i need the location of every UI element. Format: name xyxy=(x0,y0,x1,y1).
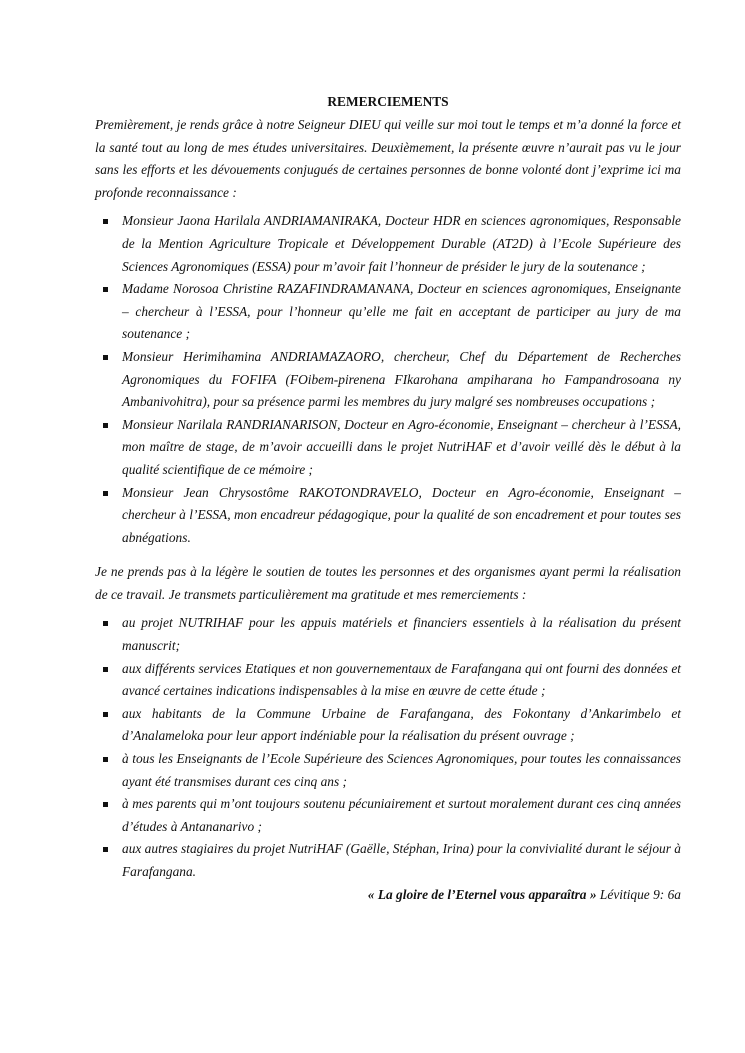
page-title: REMERCIEMENTS xyxy=(327,94,449,109)
list-item: aux habitants de la Commune Urbaine de Farafangana, des Fokontany d’Ankarimbelo et d’Analameloka pour leur apport indéniable pour la réalisation du présent ouvrage ; xyxy=(95,703,681,748)
square-bullet-icon xyxy=(103,802,108,807)
list-item: au projet NUTRIHAF pour les appuis matériels et financiers essentiels à la réalisation du présent manuscrit; xyxy=(95,612,681,657)
list-item: à mes parents qui m’ont toujours soutenu pécuniairement et surtout moralement durant ces cinq années d’études à Antananarivo ; xyxy=(95,793,681,838)
quote-text: « La gloire de l’Eternel vous apparaîtra » xyxy=(367,886,597,902)
list-item: Monsieur Narilala RANDRIANARISON, Docteur en Agro-économie, Enseignant – chercheur à l’ESSA, mon maître de stage, de m’avoir accueilli dans le projet NutriHAF et d’avoir veillé dès le début à la qualité scientifique de ce mémoire ; xyxy=(95,414,681,482)
closing-quote xyxy=(95,884,681,907)
square-bullet-icon xyxy=(103,219,108,224)
second-paragraph: Je ne prends pas à la légère le soutien de toutes les personnes et des organismes ayant permi la réalisation de ce travail. Je transmets particulièrement ma gratitude et mes remerciements : xyxy=(95,564,681,602)
thanks-list xyxy=(95,612,681,883)
square-bullet-icon xyxy=(103,355,108,360)
square-bullet-icon xyxy=(103,621,108,626)
square-bullet-icon xyxy=(103,847,108,852)
square-bullet-icon xyxy=(103,712,108,717)
list-item: aux autres stagiaires du projet NutriHAF (Gaëlle, Stéphan, Irina) pour la convivialité durant le séjour à Farafangana. xyxy=(95,838,681,883)
square-bullet-icon xyxy=(103,667,108,672)
list-item: Monsieur Jean Chrysostôme RAKOTONDRAVELO, Docteur en Agro-économie, Enseignant – chercheur à l’ESSA, mon encadreur pédagogique, pour la qualité de son encadrement et pour toutes ses abnégations. xyxy=(95,482,681,550)
square-bullet-icon xyxy=(103,491,108,496)
quote-reference: Lévitique 9: 6a xyxy=(599,886,681,902)
acknowledgements-page xyxy=(95,92,681,920)
list-item: aux différents services Etatiques et non gouvernementaux de Farafangana qui ont fourni des données et avancé certaines indications indispensables à la mise en œuvre de cette étude ; xyxy=(95,658,681,703)
square-bullet-icon xyxy=(103,757,108,762)
spacer xyxy=(95,549,681,561)
square-bullet-icon xyxy=(103,287,108,292)
list-item: à tous les Enseignants de l’Ecole Supérieure des Sciences Agronomiques, pour toutes les connaissances ayant été transmises durant ces cinq ans ; xyxy=(95,748,681,793)
list-item: Monsieur Jaona Harilala ANDRIAMANIRAKA, Docteur HDR en sciences agronomiques, Responsable de la Mention Agriculture Tropicale et Développement Durable (AT2D) à l’Ecole Supérieure des Sciences Agronomiques (ESSA) pour m’avoir fait l’honneur de présider le jury de la soutenance ; xyxy=(95,210,681,278)
list-item: Monsieur Herimihamina ANDRIAMAZAORO, chercheur, Chef du Département de Recherches Agronomiques du FOFIFA (FOibem-pirenena FIkarohana ampiharana ho Fampandrosoana ny Ambanivohitra), pour sa présence parmi les membres du jury malgré ses nombreuses occupations ; xyxy=(95,346,681,414)
list-item: Madame Norosoa Christine RAZAFINDRAMANANA, Docteur en sciences agronomiques, Enseignante – chercheur à l’ESSA, pour l’honneur qu’elle me fait en acceptant de participer au jury de ma soutenance ; xyxy=(95,278,681,346)
square-bullet-icon xyxy=(103,423,108,428)
intro-paragraph: Premièrement, je rends grâce à notre Seigneur DIEU qui veille sur moi tout le temps et m’a donné la force et la santé tout au long de mes études universitaires. Deuxièmement, la présente œuvre n’aurait pas vu le jour sans les efforts et les dévouements conjugués de certaines personnes de bonne volonté dont j’exprime ici ma profonde reconnaissance : xyxy=(95,117,681,200)
jury-list xyxy=(95,210,681,549)
